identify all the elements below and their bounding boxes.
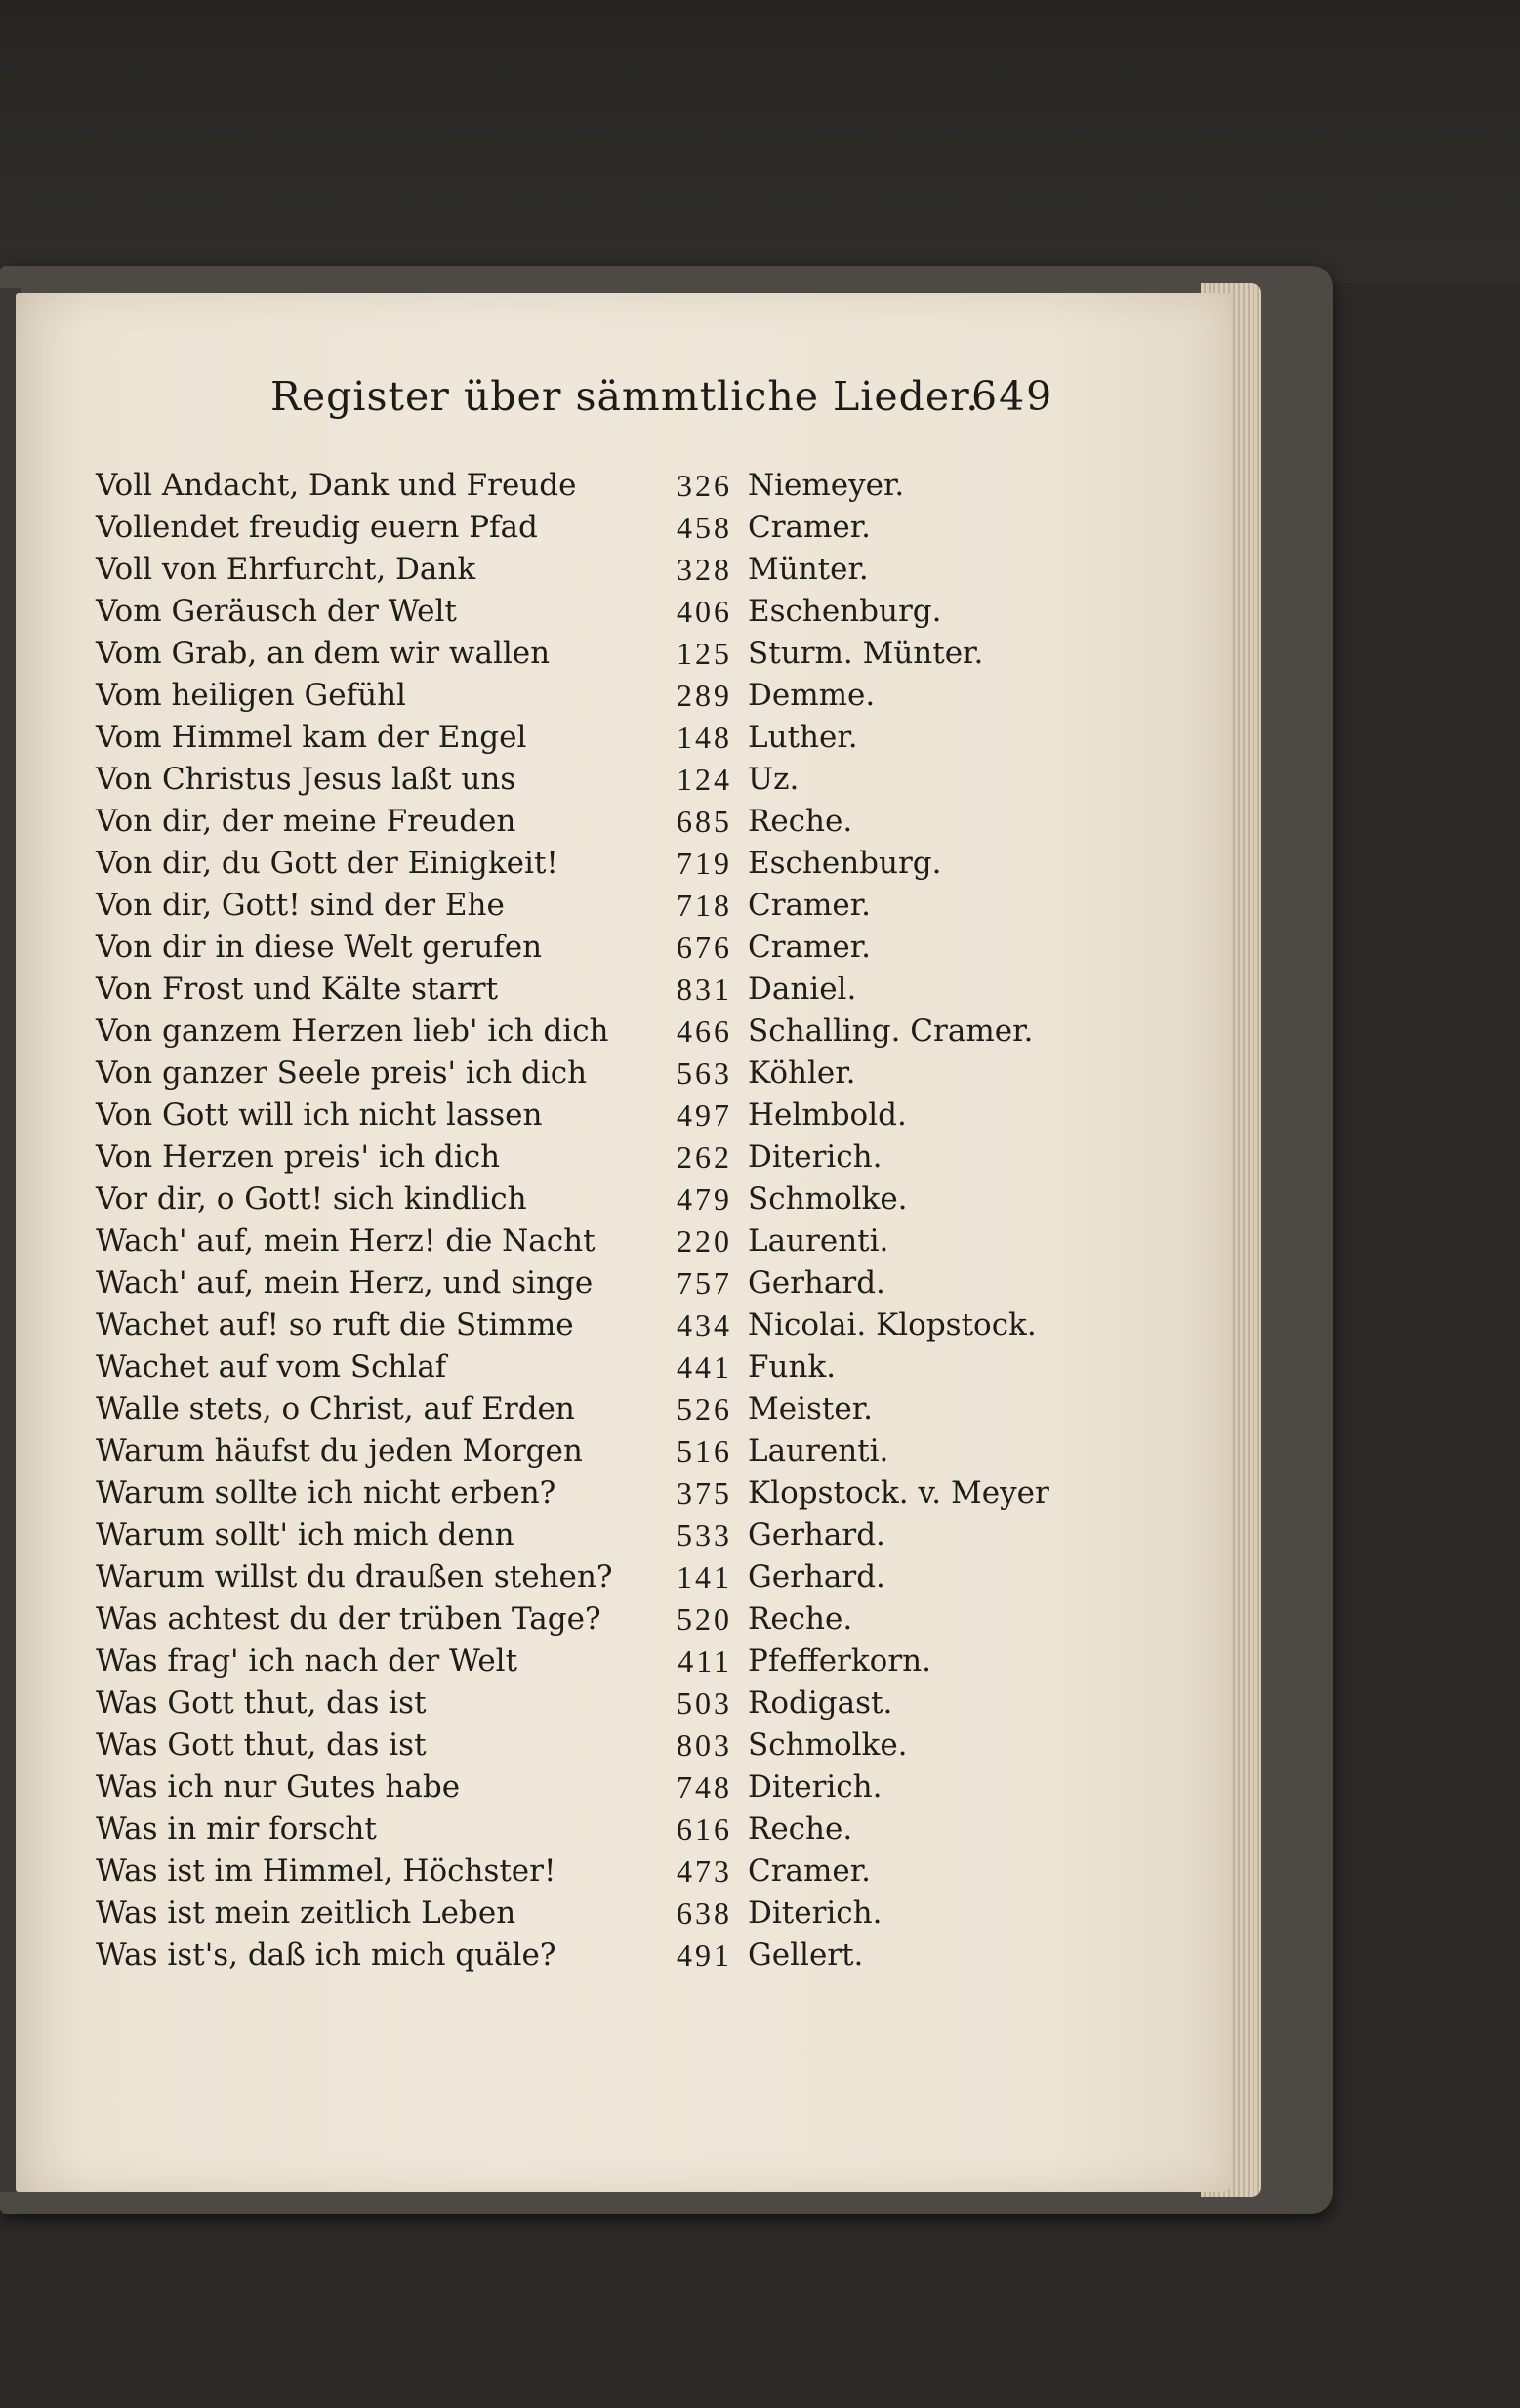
hymn-number: 434 xyxy=(677,1308,732,1343)
hymn-first-line: Vom Grab, an dem wir wallen xyxy=(96,636,551,671)
hymn-author: Cramer. xyxy=(748,930,872,965)
hymn-number: 533 xyxy=(677,1517,732,1553)
index-entry xyxy=(86,1724,1062,1766)
hymn-author: Funk. xyxy=(748,1349,837,1385)
hymn-author: Meister. xyxy=(748,1391,873,1427)
hymn-first-line: Voll Andacht, Dank und Freude xyxy=(96,468,577,503)
hymn-author: Laurenti. xyxy=(748,1224,889,1259)
hymn-number: 406 xyxy=(677,594,732,629)
hymn-first-line: Warum sollte ich nicht erben? xyxy=(96,1475,556,1511)
index-entry xyxy=(86,1640,1062,1682)
hymn-author: Diterich. xyxy=(748,1140,883,1175)
hymn-first-line: Was ist im Himmel, Höchster! xyxy=(96,1853,556,1889)
hymn-author: Demme. xyxy=(748,678,876,713)
hymn-number: 326 xyxy=(677,468,732,503)
index-entry xyxy=(86,1598,1062,1640)
hymn-first-line: Walle stets, o Christ, auf Erden xyxy=(96,1391,575,1427)
hymn-number: 719 xyxy=(677,846,732,881)
index-entry xyxy=(86,1389,1062,1431)
index-entry xyxy=(86,801,1062,843)
page-number: 649 xyxy=(971,373,1054,420)
index-entry xyxy=(86,1808,1062,1850)
hymn-number: 328 xyxy=(677,552,732,587)
hymn-first-line: Warum willst du draußen stehen? xyxy=(96,1559,613,1595)
index-entry xyxy=(86,1473,1062,1515)
hymn-first-line: Warum sollt' ich mich denn xyxy=(96,1517,514,1553)
hymn-first-line: Wachet auf vom Schlaf xyxy=(96,1349,447,1385)
hymn-author: Helmbold. xyxy=(748,1098,907,1133)
index-entry xyxy=(86,591,1062,633)
hymn-number: 466 xyxy=(677,1014,732,1049)
page-header xyxy=(0,373,1520,432)
index-entry xyxy=(86,1515,1062,1557)
hymn-author: Rodigast. xyxy=(748,1685,893,1721)
hymn-author: Reche. xyxy=(748,1601,853,1637)
hymn-first-line: Vollendet freudig euern Pfad xyxy=(96,510,538,545)
hymn-first-line: Von dir, du Gott der Einigkeit! xyxy=(96,846,558,881)
index-entry xyxy=(86,1305,1062,1347)
index-entry xyxy=(86,1347,1062,1389)
index-entry xyxy=(86,507,1062,549)
hymn-author: Schmolke. xyxy=(748,1182,908,1217)
hymn-author: Köhler. xyxy=(748,1056,856,1091)
index-entry xyxy=(86,1221,1062,1263)
hymn-number: 503 xyxy=(677,1685,732,1721)
index-entry xyxy=(86,1263,1062,1305)
hymn-author: Reche. xyxy=(748,1811,853,1847)
hymn-index-list xyxy=(86,465,1062,1976)
running-title: Register über sämmtliche Lieder. xyxy=(270,373,980,420)
hymn-number: 757 xyxy=(677,1266,732,1301)
hymn-author: Gerhard. xyxy=(748,1559,885,1595)
hymn-first-line: Was ist mein zeitlich Leben xyxy=(96,1895,516,1931)
hymn-author: Nicolai. Klopstock. xyxy=(748,1308,1037,1343)
hymn-number: 497 xyxy=(677,1098,732,1133)
hymn-author: Gerhard. xyxy=(748,1517,885,1553)
hymn-number: 375 xyxy=(677,1475,732,1511)
hymn-number: 289 xyxy=(677,678,732,713)
hymn-number: 676 xyxy=(677,930,732,965)
hymn-first-line: Was Gott thut, das ist xyxy=(96,1727,427,1763)
hymn-first-line: Was Gott thut, das ist xyxy=(96,1685,427,1721)
index-entry xyxy=(86,969,1062,1011)
hymn-author: Uz. xyxy=(748,762,800,797)
hymn-author: Schalling. Cramer. xyxy=(748,1014,1034,1049)
hymn-number: 685 xyxy=(677,804,732,839)
index-entry xyxy=(86,927,1062,969)
index-entry xyxy=(86,1431,1062,1473)
hymn-number: 124 xyxy=(677,762,732,797)
hymn-number: 125 xyxy=(677,636,732,671)
hymn-first-line: Von dir, Gott! sind der Ehe xyxy=(96,888,505,923)
hymn-author: Diterich. xyxy=(748,1895,883,1931)
index-entry xyxy=(86,675,1062,717)
hymn-author: Daniel. xyxy=(748,972,857,1007)
hymn-number: 803 xyxy=(677,1727,732,1763)
hymn-author: Münter. xyxy=(748,552,869,587)
index-entry xyxy=(86,717,1062,759)
hymn-first-line: Voll von Ehrfurcht, Dank xyxy=(96,552,476,587)
hymn-first-line: Von Frost und Kälte starrt xyxy=(96,972,499,1007)
hymn-first-line: Von dir in diese Welt gerufen xyxy=(96,930,543,965)
index-entry xyxy=(86,1137,1062,1179)
hymn-author: Cramer. xyxy=(748,510,872,545)
hymn-first-line: Von ganzer Seele preis' ich dich xyxy=(96,1056,588,1091)
hymn-first-line: Von ganzem Herzen lieb' ich dich xyxy=(96,1014,609,1049)
hymn-author: Laurenti. xyxy=(748,1433,889,1469)
index-entry xyxy=(86,465,1062,507)
hymn-number: 148 xyxy=(677,720,732,755)
hymn-first-line: Wach' auf, mein Herz! die Nacht xyxy=(96,1224,596,1259)
hymn-first-line: Was ist's, daß ich mich quäle? xyxy=(96,1937,556,1972)
index-entry xyxy=(86,633,1062,675)
hymn-number: 491 xyxy=(677,1937,732,1972)
hymn-first-line: Vor dir, o Gott! sich kindlich xyxy=(96,1182,527,1217)
index-entry xyxy=(86,1179,1062,1221)
hymn-number: 718 xyxy=(677,888,732,923)
hymn-author: Schmolke. xyxy=(748,1727,908,1763)
hymn-number: 411 xyxy=(678,1643,732,1679)
hymn-number: 458 xyxy=(677,510,732,545)
hymn-first-line: Von dir, der meine Freuden xyxy=(96,804,516,839)
index-entry xyxy=(86,1557,1062,1598)
hymn-first-line: Von Herzen preis' ich dich xyxy=(96,1140,501,1175)
hymn-number: 520 xyxy=(677,1601,732,1637)
hymn-author: Klopstock. v. Meyer xyxy=(748,1475,1049,1511)
hymn-author: Eschenburg. xyxy=(748,594,942,629)
hymn-author: Luther. xyxy=(748,720,858,755)
hymn-first-line: Vom heiligen Gefühl xyxy=(96,678,406,713)
hymn-number: 141 xyxy=(677,1559,732,1595)
hymn-first-line: Wach' auf, mein Herz, und singe xyxy=(96,1266,594,1301)
index-entry xyxy=(86,1095,1062,1137)
hymn-first-line: Was achtest du der trüben Tage? xyxy=(96,1601,601,1637)
index-entry xyxy=(86,1766,1062,1808)
index-entry xyxy=(86,1934,1062,1976)
hymn-author: Gerhard. xyxy=(748,1266,885,1301)
hymn-first-line: Warum häufst du jeden Morgen xyxy=(96,1433,583,1469)
hymn-author: Reche. xyxy=(748,804,853,839)
hymn-author: Sturm. Münter. xyxy=(748,636,984,671)
hymn-first-line: Was frag' ich nach der Welt xyxy=(96,1643,518,1679)
hymn-first-line: Von Christus Jesus laßt uns xyxy=(96,762,516,797)
hymn-number: 526 xyxy=(677,1391,732,1427)
hymn-number: 563 xyxy=(677,1056,732,1091)
index-entry xyxy=(86,843,1062,885)
index-entry xyxy=(86,885,1062,927)
hymn-author: Pfefferkorn. xyxy=(748,1643,931,1679)
index-entry xyxy=(86,1011,1062,1053)
hymn-first-line: Von Gott will ich nicht lassen xyxy=(96,1098,543,1133)
hymn-author: Cramer. xyxy=(748,888,872,923)
hymn-number: 220 xyxy=(677,1224,732,1259)
index-entry xyxy=(86,1850,1062,1892)
hymn-first-line: Wachet auf! so ruft die Stimme xyxy=(96,1308,574,1343)
hymn-number: 262 xyxy=(677,1140,732,1175)
index-entry xyxy=(86,759,1062,801)
hymn-number: 473 xyxy=(677,1853,732,1889)
index-entry xyxy=(86,549,1062,591)
hymn-number: 441 xyxy=(677,1349,732,1385)
hymn-number: 831 xyxy=(677,972,732,1007)
hymn-author: Gellert. xyxy=(748,1937,864,1972)
hymn-first-line: Was in mir forscht xyxy=(96,1811,377,1847)
hymn-first-line: Vom Himmel kam der Engel xyxy=(96,720,527,755)
background xyxy=(0,0,1520,283)
hymn-number: 479 xyxy=(677,1182,732,1217)
hymn-author: Eschenburg. xyxy=(748,846,942,881)
hymn-author: Cramer. xyxy=(748,1853,872,1889)
hymn-author: Niemeyer. xyxy=(748,468,905,503)
hymn-first-line: Vom Geräusch der Welt xyxy=(96,594,457,629)
hymn-number: 616 xyxy=(677,1811,732,1847)
index-entry xyxy=(86,1682,1062,1724)
hymn-number: 748 xyxy=(677,1769,732,1805)
hymn-number: 638 xyxy=(677,1895,732,1931)
index-entry xyxy=(86,1053,1062,1095)
hymn-author: Diterich. xyxy=(748,1769,883,1805)
hymn-number: 516 xyxy=(677,1433,732,1469)
hymn-first-line: Was ich nur Gutes habe xyxy=(96,1769,461,1805)
index-entry xyxy=(86,1892,1062,1934)
